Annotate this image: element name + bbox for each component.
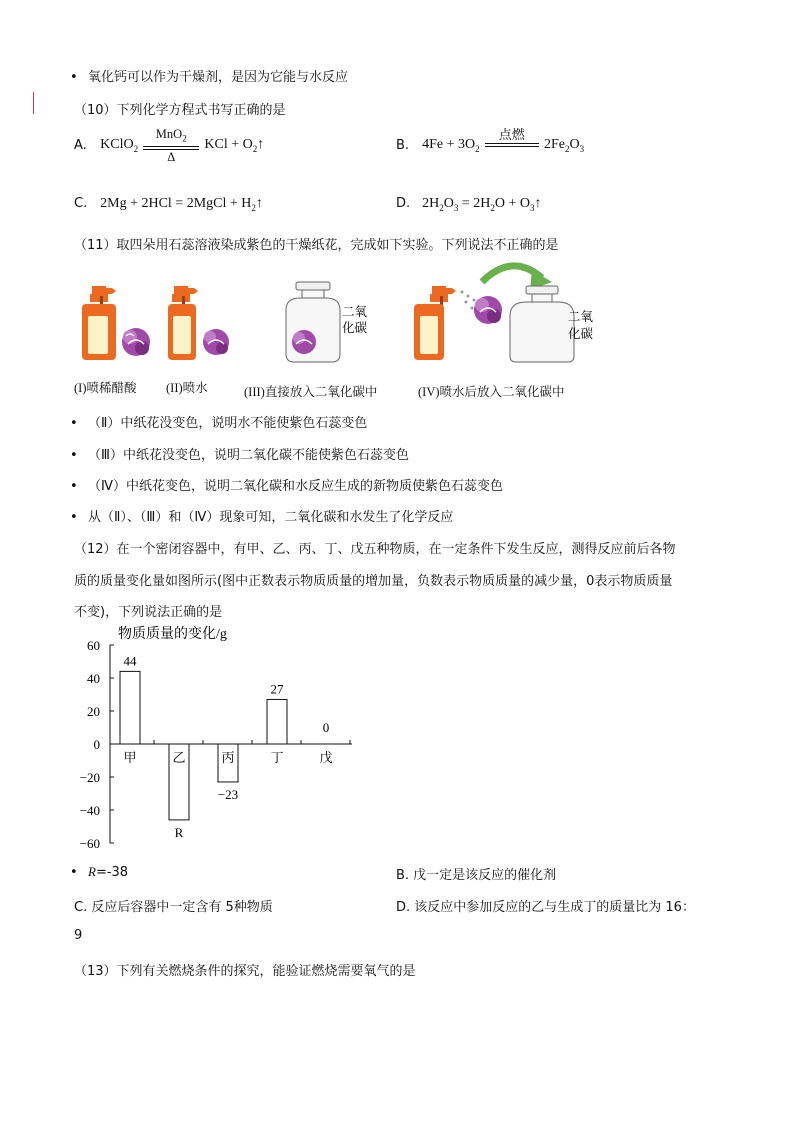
co2-jar-icon [286, 282, 340, 362]
data-label: 0 [322, 720, 330, 735]
option-10-b: B. $4Fe + 3O_2$ 点燃 $2Fe_2O_3$ [396, 129, 584, 162]
spray-bottle-icon [82, 286, 116, 360]
question-12-line2: 质的质量变化量如图所示(图中正数表示物质质量的增加量，负数表示物质质量的减少量，0表示物质质量 [74, 574, 673, 589]
y-tick-label: −20 [79, 770, 100, 785]
margin-mark [33, 92, 34, 114]
question-12-line1: （12）在一个密闭容器中，有甲、乙、丙、丁、戊五种物质，在一定条件下发生反应，测得反应前后各物 [74, 542, 676, 557]
data-label: 44 [123, 653, 137, 669]
option-12-d: D. 该反应中参加反应的乙与生成丁的质量比为 16： [396, 900, 695, 915]
figure-caption-2: (II)喷水 [166, 381, 208, 395]
flower-icon [474, 296, 502, 324]
figure-caption-3: (III)直接放入二氧化碳中 [244, 385, 378, 399]
reaction-condition: 点燃 [485, 129, 539, 162]
option-12-a: • R=-38 [70, 864, 129, 880]
bullet: • [70, 70, 78, 85]
reaction-condition: MnO$_2$ Δ [143, 127, 199, 165]
y-tick-label: 0 [93, 737, 100, 752]
category-label: 甲 [123, 750, 137, 765]
flower-icon [122, 328, 150, 356]
category-label: 丙 [221, 750, 235, 765]
statement-11-b: • （Ⅲ）中纸花没变色，说明二氧化碳不能使紫色石蕊变色 [70, 448, 409, 463]
data-label: R [174, 824, 184, 840]
option-10-a: A. KClO$_2$ MnO$_2$ Δ KCl + $O_2↑$ [74, 127, 265, 164]
chart-title: 物质质量的变化/g [118, 627, 227, 642]
flower-icon [203, 329, 229, 355]
y-tick-label: 40 [87, 671, 100, 686]
spray-bottle-icon [168, 286, 198, 360]
statement-11-c: • （Ⅳ）中纸花变色，说明二氧化碳和水反应生成的新物质使紫色石蕊变色 [70, 479, 503, 494]
question-10: （10）下列化学方程式书写正确的是 [74, 103, 286, 118]
category-label: 丁 [270, 750, 284, 765]
co2-jar-icon [510, 286, 574, 362]
spray-bottle-icon [414, 286, 456, 360]
option-12-d-wrap: 9 [74, 928, 83, 943]
statement-11-a: • （Ⅱ）中纸花没变色，说明水不能使紫色石蕊变色 [70, 416, 368, 431]
question-11: （11）取四朵用石蕊溶液染成紫色的干燥纸花，完成如下实验。下列说法不正确的是 [74, 238, 559, 253]
question-13: （13）下列有关燃烧条件的探究，能验证燃烧需要氧气的是 [74, 964, 416, 979]
option-12-c: C. 反应后容器中一定含有 5种物质 [74, 900, 273, 915]
data-label: 27 [270, 681, 284, 697]
mass-change-bar-chart [70, 620, 370, 855]
figure-caption-4: (IV)喷水后放入二氧化碳中 [418, 385, 565, 399]
bar-0 [120, 671, 140, 744]
question-12-line3: 不变)，下列说法正确的是 [74, 605, 223, 620]
spray-mist-icon [461, 291, 476, 310]
y-tick-label: 20 [87, 704, 100, 719]
option-10-d: D. $2H_2O_3 = 2H_2O$ + $O_3↑$ [396, 196, 542, 213]
option-12-b: B. 戊一定是该反应的催化剂 [396, 868, 557, 883]
y-tick-label: −40 [79, 803, 100, 818]
category-label: 戊 [319, 750, 333, 765]
data-label: −23 [217, 786, 239, 802]
statement-cao: • 氧化钙可以作为干燥剂，是因为它能与水反应 [70, 70, 349, 85]
category-label: 乙 [172, 750, 186, 765]
jar-label: 化碳 [568, 327, 594, 341]
y-tick-label: 60 [87, 638, 100, 653]
statement-11-d: • 从（Ⅱ）、（Ⅲ）和（Ⅳ）现象可知，二氧化碳和水发生了化学反应 [70, 510, 454, 525]
y-tick-label: −60 [79, 836, 100, 851]
bar-3 [267, 699, 287, 744]
jar-label: 化碳 [342, 321, 368, 335]
jar-label: 二氧 [342, 305, 368, 319]
figure-caption-1: (I)喷稀醋酸 [74, 381, 137, 395]
option-10-c: C. 2Mg + 2HCl = 2MgCl + $H_2↑$ [74, 196, 263, 213]
jar-label: 二氧 [568, 310, 594, 324]
